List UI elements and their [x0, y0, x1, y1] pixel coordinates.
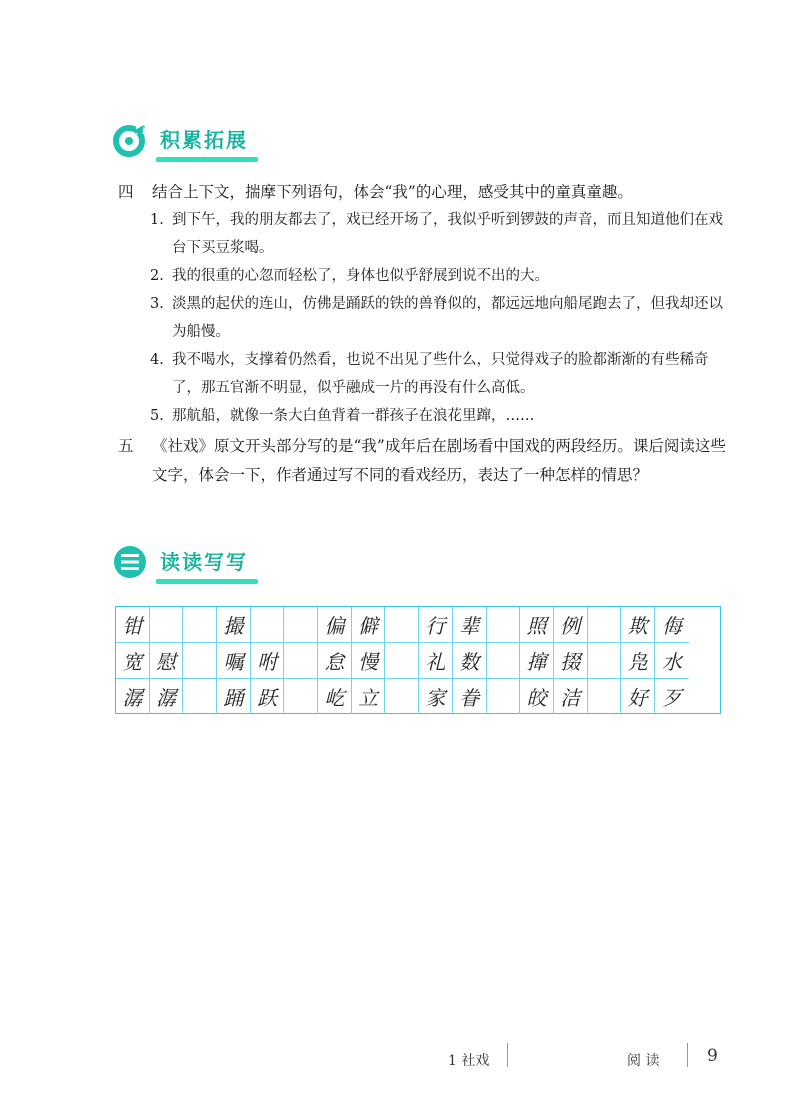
- sub-item: [150, 402, 735, 430]
- vocab-cell: 咐: [251, 643, 285, 679]
- vocab-cell: [183, 607, 217, 643]
- vocab-cell: 歹: [661, 685, 682, 710]
- sub-item-number: 2.: [150, 268, 164, 284]
- vocab-cell: 踊: [217, 678, 251, 714]
- vocab-cell: 掇: [554, 643, 588, 679]
- vocab-cell: [487, 643, 521, 679]
- vocab-cell: 慢: [352, 643, 386, 679]
- vocab-cell: 礼: [419, 643, 453, 679]
- question-number: 五: [118, 437, 134, 455]
- vocab-cell: 欺: [621, 607, 655, 643]
- sub-item: [150, 346, 735, 402]
- sub-item-text: 那航船，就像一条大白鱼背着一群孩子在浪花里蹿，……: [172, 408, 535, 424]
- sub-item-text: 到下午，我的朋友都去了，戏已经开场了，我似乎听到锣鼓的声音，而且知道他们在戏台下买豆浆喝。: [172, 212, 723, 256]
- vocab-cell: 家: [419, 678, 453, 714]
- vocab-cell: 凫: [621, 643, 655, 679]
- vocab-cell: 宽: [116, 643, 150, 679]
- vocab-cell: 侮: [655, 607, 689, 643]
- vocab-row: [116, 643, 720, 679]
- question-text: 结合上下文，揣摩下列语句，体会“我”的心理，感受其中的童真童趣。: [152, 183, 633, 201]
- sub-item-number: 3.: [150, 296, 164, 312]
- vocab-cell: 眷: [453, 678, 487, 714]
- footer-divider: [687, 1043, 688, 1067]
- vocab-cell: [284, 643, 318, 679]
- vocab-cell: 偏: [318, 607, 352, 643]
- section-title: 积累拓展: [156, 124, 252, 156]
- page-number: 9: [707, 1046, 718, 1066]
- vocab-cell: 僻: [352, 607, 386, 643]
- vocab-row: [116, 607, 720, 643]
- footer-lesson: 1 社戏: [448, 1053, 490, 1069]
- question-5: [118, 432, 738, 490]
- vocab-cell: 洁: [554, 678, 588, 714]
- sub-item-number: 1.: [150, 212, 164, 228]
- vocab-cell: 行: [419, 607, 453, 643]
- vocab-row: [116, 678, 720, 714]
- vocab-cell: 例: [554, 607, 588, 643]
- vocab-cell: 怠: [318, 643, 352, 679]
- question-text: 《社戏》原文开头部分写的是“我”成年后在剧场看中国戏的两段经历。课后阅读这些文字，体会一下，作者通过写不同的看戏经历，表达了一种怎样的情思？: [152, 437, 726, 484]
- sub-item-number: 5.: [150, 408, 164, 424]
- vocab-cell: 好: [621, 678, 655, 714]
- section-title: 读读写写: [156, 546, 252, 578]
- vocab-cell: [487, 678, 521, 714]
- vocab-cell: [487, 607, 521, 643]
- vocab-cell: 皎: [520, 678, 554, 714]
- question-number: 四: [118, 183, 134, 201]
- vocab-cell: 撺: [520, 643, 554, 679]
- vocab-grid: [115, 606, 721, 714]
- sub-item-text: 我的很重的心忽而轻松了，身体也似乎舒展到说不出的大。: [172, 268, 549, 284]
- sub-item: [150, 290, 735, 346]
- vocab-cell: 水: [655, 643, 689, 679]
- vocab-cell: 辈: [453, 607, 487, 643]
- vocab-cell: [385, 678, 419, 714]
- vocab-cell: 潺: [150, 678, 184, 714]
- question-4: [118, 178, 738, 207]
- vocab-cell: 跃: [251, 678, 285, 714]
- vocab-cell: 照: [520, 607, 554, 643]
- sub-item-text: 我不喝水，支撑着仍然看，也说不出见了些什么，只觉得戏子的脸都渐渐的有些稀奇了，那五官渐不明显，似乎融成一片的再没有什么高低。: [172, 352, 709, 396]
- footer-divider: [507, 1043, 508, 1067]
- vocab-cell: 潺: [116, 678, 150, 714]
- circular-arrow-icon: [112, 122, 148, 158]
- vocab-cell: [588, 643, 622, 679]
- vocab-cell: 钳: [116, 607, 150, 643]
- vocab-cell: 嘱: [217, 643, 251, 679]
- vocab-cell: 慰: [150, 643, 184, 679]
- section-header-accumulate: [112, 118, 252, 162]
- sub-item-text: 淡黑的起伏的连山，仿佛是踊跃的铁的兽脊似的，都远远地向船尾跑去了，但我却还以为船慢。: [172, 296, 723, 340]
- vocab-cell: [284, 678, 318, 714]
- vocab-cell: [150, 607, 184, 643]
- sub-item: [150, 262, 735, 290]
- vocab-cell: [588, 678, 622, 714]
- vocab-cell: 屹: [318, 678, 352, 714]
- sub-item: [150, 206, 735, 262]
- vocab-cell: [588, 607, 622, 643]
- three-lines-icon: [112, 544, 148, 580]
- vocab-cell: [183, 643, 217, 679]
- sub-item-number: 4.: [150, 352, 164, 368]
- footer-unit: 阅 读: [627, 1053, 660, 1069]
- vocab-cell: [251, 607, 285, 643]
- vocab-cell: [284, 607, 318, 643]
- vocab-cell: 撮: [217, 607, 251, 643]
- vocab-cell: 立: [352, 678, 386, 714]
- section-header-reading: [112, 540, 252, 584]
- vocab-cell: 数: [453, 643, 487, 679]
- vocab-cell: [183, 678, 217, 714]
- vocab-cell: [385, 643, 419, 679]
- vocab-cell: [385, 607, 419, 643]
